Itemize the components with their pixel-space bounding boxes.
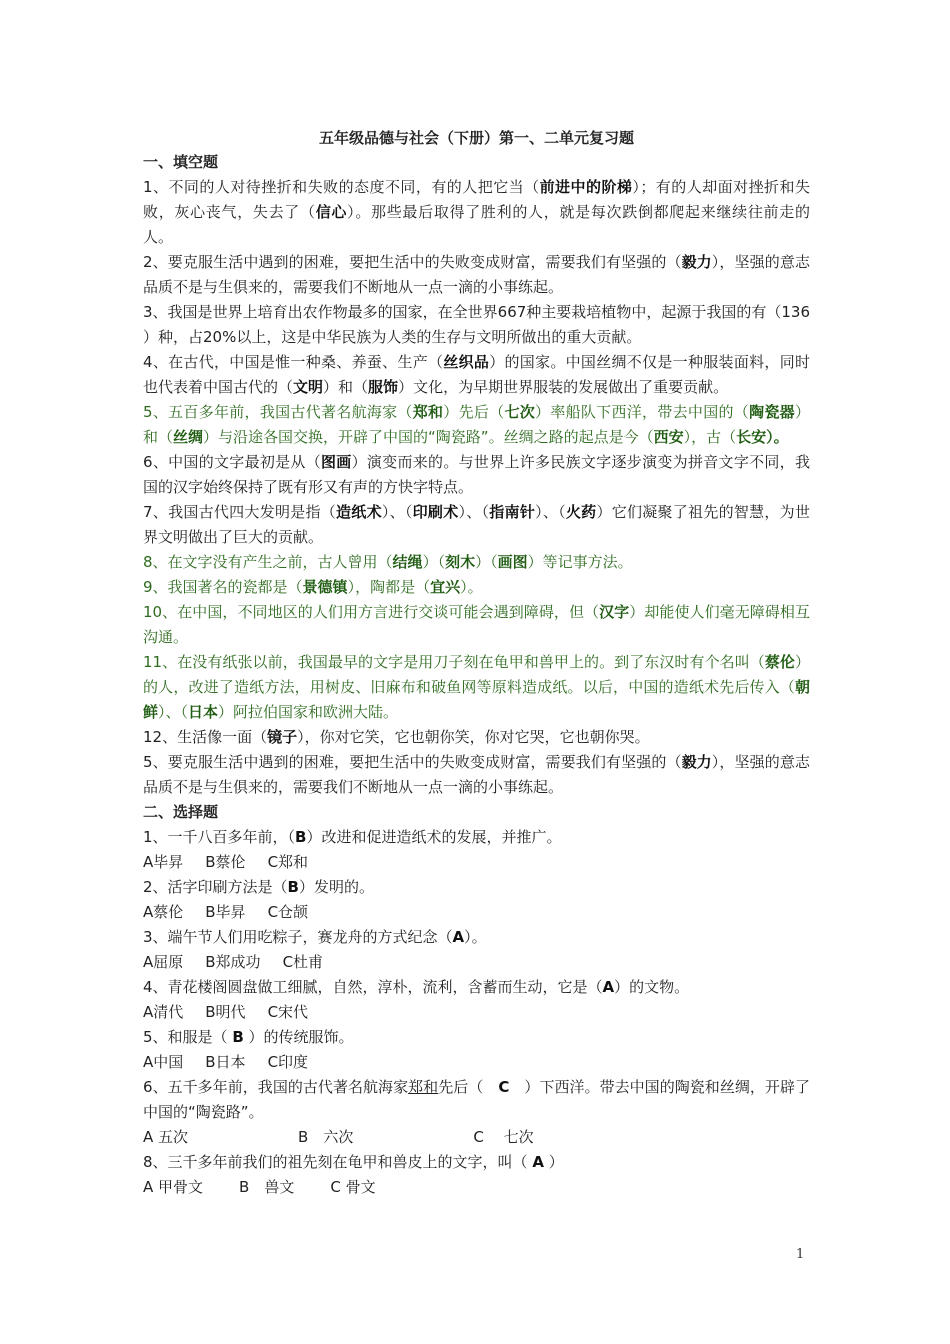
- page-title: 五年级品德与社会（下册）第一、二单元复习题: [318, 129, 634, 147]
- question-7: 7、我国古代四大发明是指（造纸术）、（印刷术）、（指南针）、（火药）它们凝聚了祖先的智慧，为世界文明做出了巨大的贡献。: [143, 503, 810, 546]
- question-11: 11、在没有纸张以前，我国最早的文字是用刀子刻在龟甲和兽甲上的。到了东汉时有个名叫（蔡伦）的人，改进了造纸方法，用树皮、旧麻布和破鱼网等原料造成纸。以后，中国的造纸术先后传入（朝鲜）、（日本）阿拉伯国家和欧洲大陆。: [143, 653, 810, 721]
- choice-question-1: 1、一千八百多年前，（B）改进和促进造纸术的发展，并推广。: [143, 828, 562, 846]
- choice-options-8: A 甲骨文 B 兽文 C 骨文: [143, 1178, 376, 1196]
- section-heading-fill-blank: 一、填空题: [143, 153, 219, 171]
- choice-question-3: 3、端午节人们用吃粽子，赛龙舟的方式纪念（A）。: [143, 928, 487, 946]
- question-2: 2、要克服生活中遇到的困难，要把生活中的失败变成财富，需要我们有坚强的（毅力），坚强的意志品质不是与生俱来的，需要我们不断地从一点一滴的小事练起。: [143, 253, 810, 296]
- choice-question-5: 5、和服是（ B ）的传统服饰。: [143, 1028, 354, 1046]
- choice-options-4: A清代 B明代 C宋代: [143, 1003, 309, 1021]
- question-12: 12、生活像一面（镜子），你对它笑，它也朝你笑，你对它哭，它也朝你哭。: [143, 728, 650, 746]
- question-4: 4、在古代，中国是惟一种桑、养蚕、生产（丝织品）的国家。中国丝绸不仅是一种服装面料，同时也代表着中国古代的（文明）和（服饰）文化，为早期世界服装的发展做出了重要贡献。: [143, 353, 810, 396]
- question-10: 10、在中国，不同地区的人们用方言进行交谈可能会遇到障碍，但（汉字）却能使人们毫无障碍相互沟通。: [143, 603, 810, 646]
- choice-question-4: 4、青花楼阁圆盘做工细腻，自然，淳朴，流利，含蓄而生动，它是（A）的文物。: [143, 978, 690, 996]
- document-body: [143, 126, 810, 1200]
- choice-options-6: A 五次 B 六次 C 七次: [143, 1128, 534, 1146]
- choice-options-2: A蔡伦 B毕昇 C仓颉: [143, 903, 309, 921]
- page-number: 1: [796, 1247, 805, 1262]
- question-6: 6、中国的文字最初是从（图画）演变而来的。与世界上许多民族文字逐步演变为拼音文字不同，我国的汉字始终保持了既有形又有声的方快字特点。: [143, 453, 810, 496]
- question-8: 8、在文字没有产生之前，古人曾用（结绳）（刻木）（画图）等记事方法。: [143, 553, 633, 571]
- question-3: 3、我国是世界上培育出农作物最多的国家，在全世界667种主要栽培植物中，起源于我国的有（136 ）种，占20%以上，这是中华民族为人类的生存与文明所做出的重大贡献。: [143, 303, 810, 346]
- question-repeat-5: 5、要克服生活中遇到的困难，要把生活中的失败变成财富，需要我们有坚强的（毅力），坚强的意志品质不是与生俱来的，需要我们不断地从一点一滴的小事练起。: [143, 753, 810, 796]
- choice-question-2: 2、活字印刷方法是（B）发明的。: [143, 878, 374, 896]
- question-5: 5、五百多年前，我国古代著名航海家（郑和）先后（七次）率船队下西洋，带去中国的（陶瓷器）和（丝绸）与沿途各国交换，开辟了中国的“陶瓷路”。丝绸之路的起点是今（西安），古（长安）。: [143, 403, 810, 446]
- choice-question-6: 6、五千多年前，我国的古代著名航海家郑和先后（ C ）下西洋。带去中国的陶瓷和丝绸，开辟了中国的“陶瓷路”。: [143, 1078, 810, 1121]
- choice-options-1: A毕昇 B蔡伦 C郑和: [143, 853, 309, 871]
- section-heading-choice: 二、选择题: [143, 803, 219, 821]
- choice-question-8: 8、三千多年前我们的祖先刻在龟甲和兽皮上的文字，叫（ A ）: [143, 1153, 564, 1171]
- question-9: 9、我国著名的瓷都是（景德镇），陶都是（宜兴）。: [143, 578, 483, 596]
- choice-options-3: A屈原 B郑成功 C杜甫: [143, 953, 324, 971]
- question-1: 1、不同的人对待挫折和失败的态度不同，有的人把它当（前进中的阶梯）；有的人却面对挫折和失败，灰心丧气，失去了（信心）。那些最后取得了胜利的人，就是每次跌倒都爬起来继续往前走的人。: [143, 178, 810, 246]
- choice-options-5: A中国 B日本 C印度: [143, 1053, 309, 1071]
